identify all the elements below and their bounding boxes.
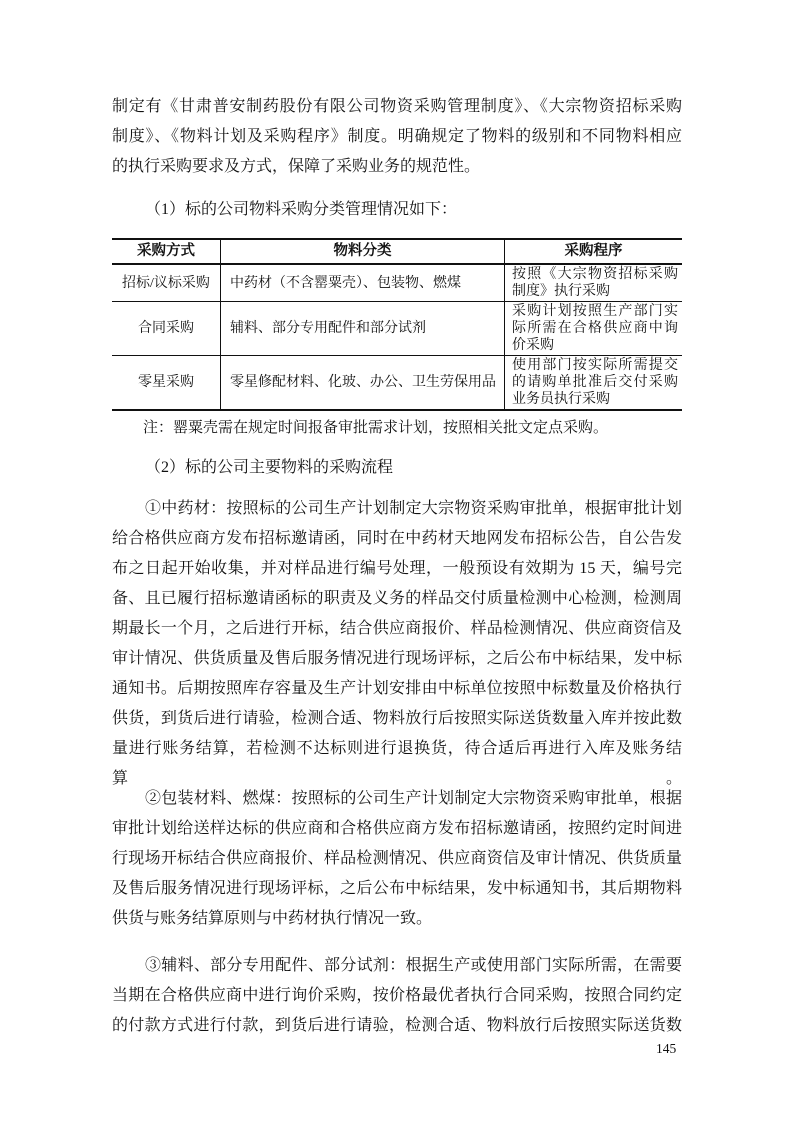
heading-classification: （1）标的公司物料采购分类管理情况如下： [145,201,458,218]
cell-method: 招标/议标采购 [122,275,210,291]
text-line: 的执行采购要求及方式，保障了采购业务的规范性。 [112,158,481,175]
text-line: 审批计划给送样达标的供应商和合格供应商方发布招标邀请函，按照约定时间进 [112,820,682,837]
cell-procedure: 按照《大宗物资招标采购制度》执行采购 [505,264,683,302]
text-line: 量进行账务结算，若检测不达标则进行退换货，待合适后再进行入库及账务结算。 [112,740,682,787]
table-row [112,264,682,302]
text-line: 审计情况、供货质量及售后服务情况进行现场评标，之后公布中标结果，发中标 [112,650,682,667]
table-header-row [112,239,682,264]
text-line: 及售后服务情况进行现场评标，之后公布中标结果，发中标通知书，其后期物料 [112,880,682,897]
heading-procurement-process: （2）标的公司主要物料的采购流程 [145,459,394,476]
table-note: 注：罂粟壳需在规定时间报备审批需求计划，按照相关批文定点采购。 [143,420,609,436]
text-line: 行现场开标结合供应商报价、样品检测情况、供应商资信及审计情况、供货质量 [112,850,682,867]
text-line: ②包装材料、燃煤：按照标的公司生产计划制定大宗物资采购审批单，根据 [145,790,682,807]
col-header-category: 物料分类 [221,239,505,264]
text-line: 制度》、《物料计划及采购程序》制度。明确规定了物料的级别和不同物料相应 [112,128,682,145]
table-row [112,356,682,411]
text-line: ③辅料、部分专用配件、部分试剂：根据生产或使用部门实际所需，在需要 [145,957,682,974]
col-header-method: 采购方式 [137,243,195,259]
cell-category: 中药材（不含罂粟壳）、包装物、燃煤 [221,264,505,302]
text-line: 给合格供应商方发布招标邀请函，同时在中药材天地网发布招标公告，自公告发 [112,530,682,547]
text-line: ①中药材：按照标的公司生产计划制定大宗物资采购审批单，根据审批计划 [145,500,682,517]
text-line: 当期在合格供应商中进行询价采购，按价格最优者执行合同采购，按照合同约定 [112,987,682,1004]
text-line: 期最长一个月，之后进行开标，结合供应商报价、样品检测情况、供应商资信及 [112,620,682,637]
col-header-procedure: 采购程序 [505,239,683,264]
cell-method: 合同采购 [138,321,194,336]
cell-procedure: 采购计划按照生产部门实际所需在合格供应商中询价采购 [505,302,683,356]
intro-paragraph [112,92,682,182]
text-line: 通知书。后期按照库存容量及生产计划安排由中标单位按照中标数量及价格执行 [112,680,682,697]
text-line: 的付款方式进行付款，到货后进行请验，检测合适、物料放行后按照实际送货数 [112,1017,682,1034]
text-line: 布之日起开始收集，并对样品进行编号处理，一般预设有效期为 15 天，编号完 [112,560,682,577]
cell-category: 辅料、部分专用配件和部分试剂 [221,302,505,356]
cell-category: 零星修配材料、化玻、办公、卫生劳保用品 [221,356,505,411]
cell-method: 零星采购 [138,375,194,390]
text-line: 备、且已履行招标邀请函标的职责及义务的样品交付质量检测中心检测，检测周 [112,590,682,607]
cell-procedure: 使用部门按实际所需提交的请购单批准后交付采购业务员执行采购 [505,356,683,411]
table-row [112,302,682,356]
page-number: 145 [656,1041,677,1056]
paragraph-auxiliary [112,951,682,1041]
text-line: 供货与账务结算原则与中药材执行情况一致。 [112,910,433,927]
text-line: 制定有《甘肃普安制药股份有限公司物资采购管理制度》、《大宗物资招标采购 [112,98,682,115]
page-content [112,92,682,1041]
procurement-table [112,238,682,411]
paragraph-packaging-coal [112,784,682,934]
paragraph-herbs [112,494,682,787]
text-line: 供货，到货后进行请验，检测合适、物料放行后按照实际送货数量入库并按此数 [112,710,682,727]
